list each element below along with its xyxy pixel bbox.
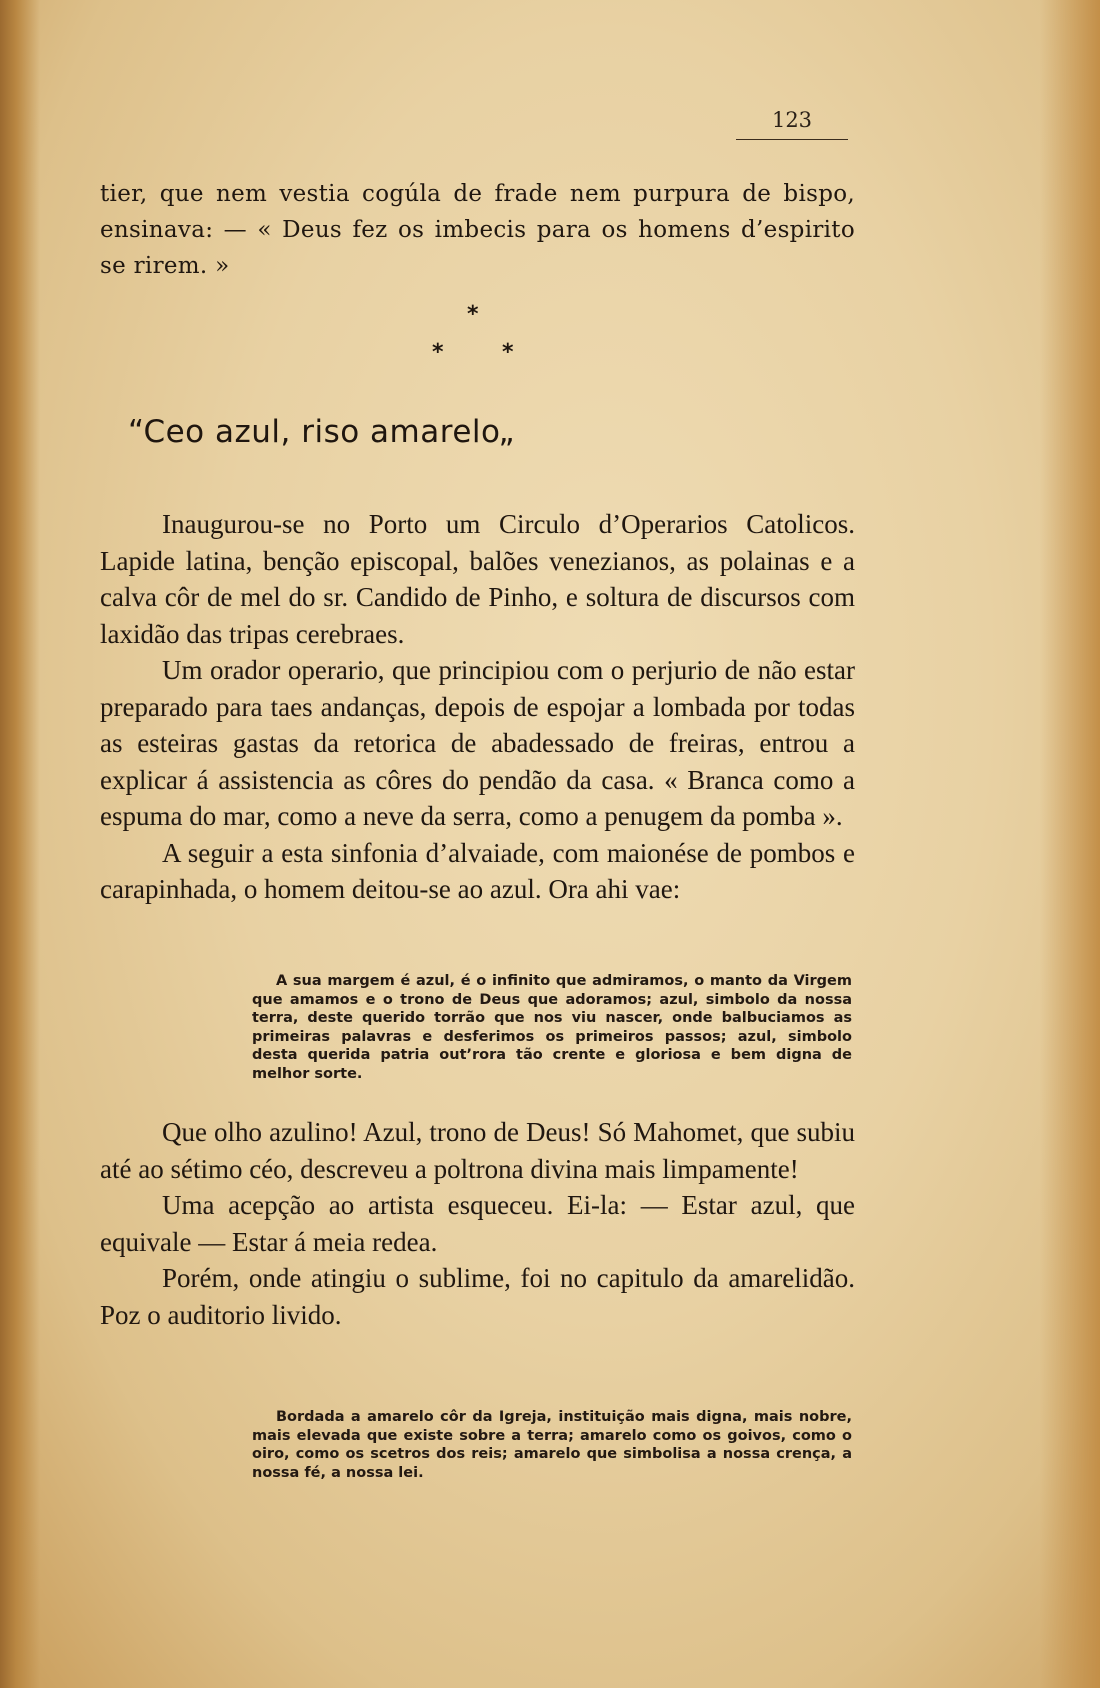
quote-block-blue <box>252 972 852 1084</box>
paragraph: Porém, onde atingiu o sublime, foi no capitulo da amarelidão. Poz o auditorio livido. <box>100 1263 855 1330</box>
paragraph: Que olho azulino! Azul, trono de Deus! Só Mahomet, que subiu até ao sétimo céo, descreveu a poltrona divina mais limpamente! <box>100 1117 855 1184</box>
main-paragraphs-block <box>100 506 855 908</box>
page-edge-shadow-left <box>0 0 40 1688</box>
paragraph: Inaugurou-se no Porto um Circulo d’Operarios Catolicos. Lapide latina, benção episcopal, balões venezianos, as polainas e a calva côr de mel do sr. Candido de Pinho, e soltura de discursos com laxidão das tripas cerebraes. <box>100 509 855 649</box>
quote-block-yellow <box>252 1408 852 1482</box>
second-paragraphs-block <box>100 1114 855 1333</box>
top-paragraph-block <box>100 176 855 284</box>
page-number-rule <box>736 139 848 140</box>
top-paragraph: tier, que nem vestia cogúla de frade nem purpura de bispo, ensinava: — « Deus fez os imbecis para os homens d’espirito se rirem. » <box>100 181 855 279</box>
section-title: “Ceo azul, riso amarelo„ <box>128 414 516 450</box>
section-asterism <box>420 302 530 368</box>
quote-blue: A sua margem é azul, é o infinito que admiramos, o manto da Virgem que amamos e o trono de Deus que adoramos; azul, simbolo da nossa terra, deste querido torrão que nos viu nascer, onde balbuciamos as primeiras palavras e desferimos os primeiros passos; azul, simbolo desta querida patria out’rora tão crente e gloriosa e bem digna de melhor sorte. <box>252 973 852 1082</box>
quote-yellow: Bordada a amarelo côr da Igreja, instituição mais digna, mais nobre, mais elevada que existe sobre a terra; amarelo como os goivos, como o oiro, como os scetros dos reis; amarelo que simbolisa a nossa crença, a nossa fé, a nossa lei. <box>252 1409 852 1481</box>
paragraph: Uma acepção ao artista esqueceu. Ei-la: — Estar azul, que equivale — Estar á meia redea. <box>100 1190 855 1257</box>
page-number: 123 <box>771 108 813 132</box>
asterism-star-left: * <box>432 340 444 365</box>
asterism-star-right: * <box>502 340 514 365</box>
paragraph: Um orador operario, que principiou com o perjurio de não estar preparado para taes andanças, depois de espojar a lombada por todas as esteiras gastas da retorica de abadessado de freiras, entrou a explicar á assistencia as côres do pendão da casa. « Branca como a espuma do mar, como a neve da serra, como a penugem da pomba ». <box>100 655 855 831</box>
asterism-star-top: * <box>467 302 479 327</box>
paragraph: A seguir a esta sinfonia d’alvaiade, com maionése de pombos e carapinhada, o homem deitou-se ao azul. Ora ahi vae: <box>100 837 855 904</box>
page-edge-shadow-right <box>1040 0 1100 1688</box>
